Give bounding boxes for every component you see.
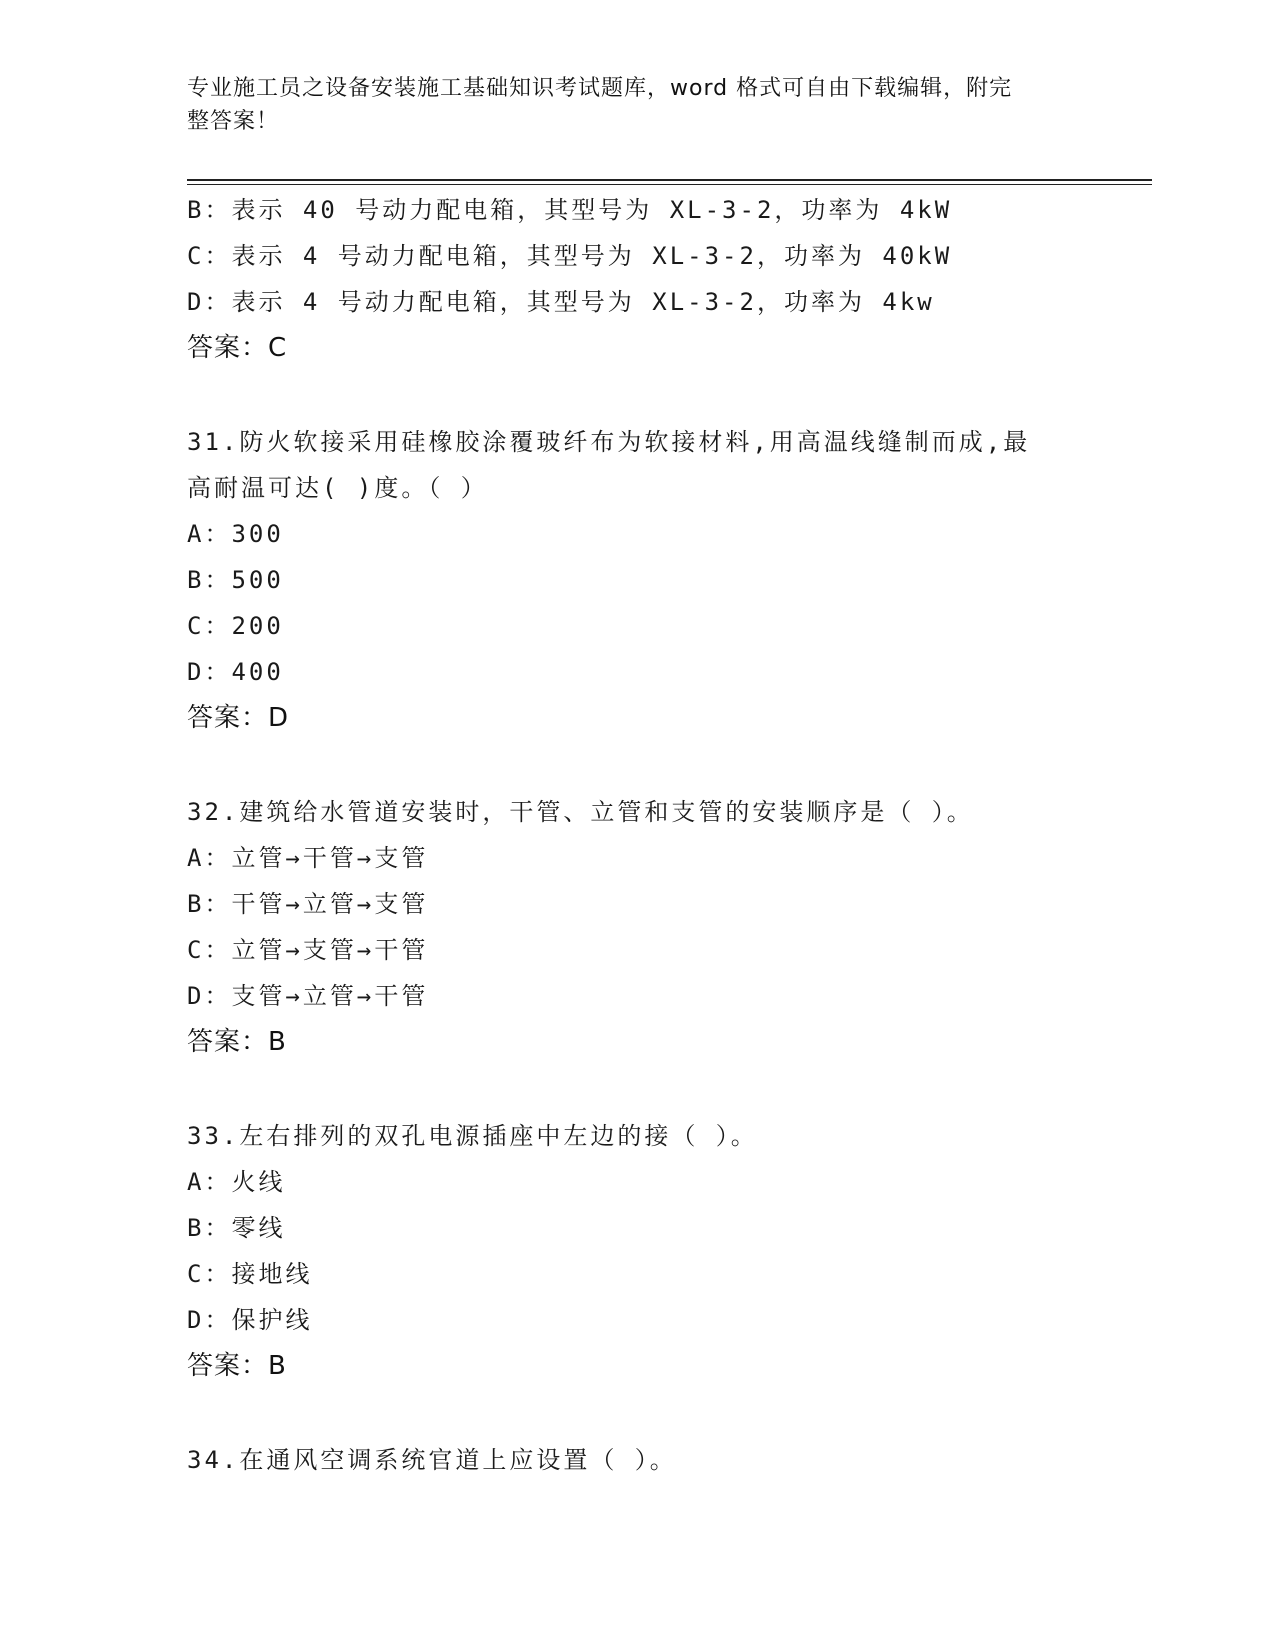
header-divider-thin [187, 184, 1152, 185]
option-b: B：500 [187, 566, 284, 594]
option-a: A：立管→干管→支管 [187, 844, 429, 872]
question-32 [187, 789, 1087, 1065]
document-body [187, 187, 1087, 1483]
answer: 答案：D [187, 703, 290, 733]
option-b: B：零线 [187, 1214, 286, 1242]
question-31 [187, 419, 1087, 741]
option-b: B：干管→立管→支管 [187, 890, 429, 918]
option-c: C：接地线 [187, 1260, 313, 1288]
option-a: A：300 [187, 520, 284, 548]
question-text-line-2: 高耐温可达( )度。（ ） [187, 474, 488, 502]
question-33 [187, 1113, 1087, 1389]
question-text-line-1: 32.建筑给水管道安装时，干管、立管和支管的安装顺序是（ ）。 [187, 798, 974, 826]
header-divider-thick [187, 179, 1152, 181]
option-d: D：保护线 [187, 1306, 313, 1334]
option-d: D：支管→立管→干管 [187, 982, 429, 1010]
answer: 答案：B [187, 1351, 287, 1381]
question-30-continued [187, 187, 1087, 371]
question-text-line-1: 33.左右排列的双孔电源插座中左边的接（ ）。 [187, 1122, 758, 1150]
question-34 [187, 1437, 1087, 1483]
option-b: B：表示 40 号动力配电箱，其型号为 XL-3-2，功率为 4kW [187, 196, 953, 224]
header-line-2: 整答案！ [187, 109, 280, 134]
question-text-line-1: 31.防火软接采用硅橡胶涂覆玻纤布为软接材料,用高温线缝制而成,最 [187, 428, 1031, 456]
option-c: C：表示 4 号动力配电箱，其型号为 XL-3-2，功率为 40kW [187, 242, 953, 270]
question-text-line-1: 34.在通风空调系统官道上应设置（ ）。 [187, 1446, 677, 1474]
document-header [187, 72, 1067, 138]
answer: 答案：C [187, 333, 288, 363]
option-c: C：立管→支管→干管 [187, 936, 429, 964]
header-line-1: 专业施工员之设备安装施工基础知识考试题库，word 格式可自由下载编辑，附完 [187, 76, 1013, 101]
option-a: A：火线 [187, 1168, 286, 1196]
option-c: C：200 [187, 612, 284, 640]
option-d: D：表示 4 号动力配电箱，其型号为 XL-3-2，功率为 4kw [187, 288, 935, 316]
answer: 答案：B [187, 1027, 287, 1057]
option-d: D：400 [187, 658, 284, 686]
